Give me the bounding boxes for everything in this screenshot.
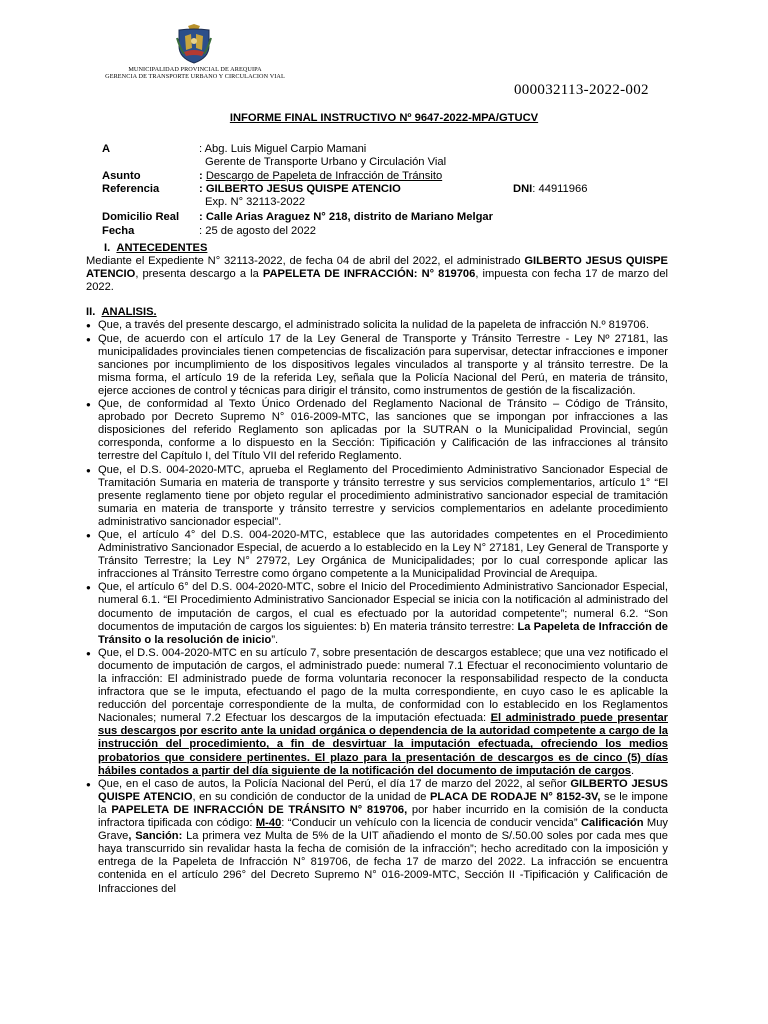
text-run: , en su condición de conductor de la unidad de xyxy=(192,790,430,803)
emphasis-text: La Papeleta de Infracción de Tránsito o la resolución de inicio xyxy=(98,620,668,646)
plate-number: PLACA DE RODAJE N° 8152-3V, xyxy=(429,790,601,803)
text-run: : “Conducir un vehículo con la licencia de conducir vencida” xyxy=(281,817,581,830)
analysis-list xyxy=(86,319,668,895)
section-antecedentes-heading xyxy=(86,242,668,255)
ticket-number: PAPELETA DE INFRACCIÓN DE TRÁNSITO N° 819706, xyxy=(111,803,408,816)
person-name: GILBERTO JESUS QUISPE ATENCIO xyxy=(98,777,668,803)
list-item xyxy=(86,778,668,896)
to-value: : Abg. Luis Miguel Carpio Mamani xyxy=(199,143,367,155)
coat-of-arms-icon xyxy=(176,24,212,64)
to-label: A xyxy=(102,143,111,155)
subject-text: Descargo de Papeleta de Infracción de Tránsito xyxy=(205,170,443,182)
address-value: : Calle Arias Araguez N° 218, distrito de Mariano Melgar xyxy=(199,211,493,223)
emphasis-text: , Sanción: xyxy=(128,830,183,843)
text-run: Que, el D.S. 004-2020-MTC en su artículo 7, sobre presentación de descargos establece; que una vez notificado el documento de imputación de cargos, el administrado puede: numeral 7.1 Efectuar el reconocimiento voluntario de la infracción: El administrado puede de forma voluntaria reconocer la responsabilidad respecto de la conducta infractora que se le imputa, efectuando el pago de la multa correspondiente, en cuyo caso le es aplicable la reducción del porcentaje correspondiente de la multa, de conformidad con lo establecido en los Reglamentos Nacionales; numeral 7.2 Efectuar los descargos de la imputación efectuada: xyxy=(98,646,668,725)
to-position: Gerente de Transporte Urbano y Circulación Vial xyxy=(205,156,447,168)
emphasis-text: El administrado puede presentar sus descargos por escrito ante la unidad orgánica o dependencia de la autoridad competente a cargo de la instrucción del procedimiento, a fin de desvirtuar la imputación efectuada, ofreciendo los medios probatorios que considere pertinentes. El plazo para la presentación de descargos es de cinco (5) días hábiles contados a partir del día siguiente de la notificación del documento de imputación de cargos xyxy=(98,712,669,777)
dni-value: : 44911966 xyxy=(532,183,588,195)
list-item: ● Que, de acuerdo con el artículo 17 de la Ley General de Transporte y Tránsito Terrestre - Ley Nº 27181, las municipalidades provinciales tienen competencias de fiscalización para supervisar, detectar infracciones e imponer sanciones por incumplimiento de los dispositivos legales vinculados al transporte y al tránsito terrestre. De la misma forma, el artículo 19 de la referida Ley, señala que la Policía Nacional del Perú, en materia de tránsito, ejerce acciones de control y técnicas para dirigir el tránsito, como instrumentos de gestión de la fiscalización. xyxy=(86,333,668,398)
subject-colon: : xyxy=(199,170,203,182)
date-value: : 25 de agosto del 2022 xyxy=(199,225,316,237)
date-label: Fecha xyxy=(102,225,135,237)
document-number: 000032113-2022-002 xyxy=(514,82,649,98)
text-run: Mediante el Expediente N° 32113-2022, de fecha 04 de abril del 2022, el administrado xyxy=(86,255,525,268)
emphasis-text: Calificación xyxy=(581,817,644,830)
org-department: GERENCIA DE TRANSPORTE URBANO Y CIRCULACION VIAL xyxy=(105,73,285,80)
subject-label: Asunto xyxy=(102,170,141,182)
section-number: II. xyxy=(86,306,96,319)
section-analisis-heading xyxy=(86,306,668,319)
antecedentes-paragraph xyxy=(86,255,668,294)
text-run: ”. xyxy=(271,633,279,646)
reference-value: : GILBERTO JESUS QUISPE ATENCIO xyxy=(199,183,401,195)
org-name: MUNICIPALIDAD PROVINCIAL DE AREQUIPA xyxy=(128,66,262,73)
subject-value xyxy=(199,170,442,182)
section-number: I. xyxy=(104,242,111,254)
expediente-value: Exp. N° 32113-2022 xyxy=(205,196,306,208)
ticket-number: PAPELETA DE INFRACCIÓN: N° 819706 xyxy=(262,268,476,281)
report-body xyxy=(86,242,668,896)
list-item xyxy=(86,581,668,646)
text-run: Que, en el caso de autos, la Policía Nacional del Perú, el día 17 de marzo del 2022, al señor xyxy=(98,777,571,790)
dni-field xyxy=(513,183,587,195)
reference-label: Referencia xyxy=(102,183,160,195)
list-item: ● Que, el artículo 4° del D.S. 004-2020-MTC, establece que las autoridades competentes en el Procedimiento Administrativo Sancionador Especial, de acuerdo a lo establecido en la Ley N° 27181, Ley General de Transporte y Tránsito Terrestre; la Ley N° 27972, Ley Orgánica de Municipalidades; por lo cual corresponde aplicar las infracciones al Tránsito Terrestre como órgano competente a la Municipalidad Provincial de Arequipa. xyxy=(86,529,668,581)
infraction-code: M-40 xyxy=(255,817,282,830)
list-item: ● Que, el D.S. 004-2020-MTC, aprueba el Reglamento del Procedimiento Administrativo Sancionador Especial de Tramitación Sumaria en materia de transporte y tránsito terrestre y sus servicios complementarios, artículo 1° “El presente reglamento tiene por objeto regular el procedimiento administrativo sancionador especial de tramitación sumaria en materia de transporte y tránsito terrestre y servicios complementarios en adelante procedimiento administrativo sancionador especial”. xyxy=(86,464,668,529)
text-run: . xyxy=(631,764,635,777)
list-item: ● Que, a través del presente descargo, el administrado solicita la nulidad de la papeleta de infracción N.º 819706. xyxy=(86,319,668,332)
text-run: , presenta descargo a la xyxy=(135,268,263,281)
person-name: GILBERTO JESUS QUISPE ATENCIO xyxy=(86,255,668,281)
text-run: La primera vez Multa de 5% de la UIT añadiendo el monto de S/.50.00 soles por cada mes que haya transcurrido sin revalidar hasta la fecha de comisión de la infracción”; hecho acreditado con la imposición y entrega de la Papeleta de Infracción N° 819706, de fecha 17 de marzo del 2022. La infracción se encuentra contenida en el artículo 296° del Decreto Supremo N° 016-2009-MTC, Sección II -Tipificación y Calificación de Infracciones del xyxy=(98,830,668,895)
list-item: ● Que, de conformidad al Texto Único Ordenado del Reglamento Nacional de Tránsito – Código de Tránsito, aprobado por Decreto Supremo N° 016-2009-MTC, las sanciones que se impongan por infracciones a las disposiciones del referido Reglamento son aplicadas por la SUTRAN o la Municipalidad Provincial, según corresponda, conforme a lo dispuesto en la Sección: Tipificación y Calificación de las infracciones al tránsito terrestre del Capítulo I, del Título VII del referido Reglamento. xyxy=(86,398,668,463)
text-run: , impuesta con fecha 17 de marzo del 2022. xyxy=(86,268,668,294)
organization-header xyxy=(100,66,290,80)
address-label: Domicilio Real xyxy=(102,211,180,223)
dni-label: DNI xyxy=(513,183,533,195)
text-run: Que, el artículo 6° del D.S. 004-2020-MTC, sobre el Inicio del Procedimiento Administrativo Sancionador Especial, numeral 6.1. “El Procedimiento Administrativo Sancionador Especial se inicia con la notificación al administrado del documento de imputación de cargos, el cual es efectuado por la autoridad competente”; numeral 6.2. “Son documentos de imputación de cargos los siguientes: b) En materia tránsito terrestre: xyxy=(98,581,668,633)
text-run: Muy Grave xyxy=(98,817,668,843)
report-title: INFORME FINAL INSTRUCTIVO Nº 9647-2022-MPA/GTUCV xyxy=(229,112,539,124)
section-title: ANTECEDENTES xyxy=(116,242,208,254)
text-run: por haber incurrido en la comisión de la conducta infractora tipificada con código: xyxy=(98,803,668,830)
section-title: ANALISIS. xyxy=(101,306,157,319)
list-item xyxy=(86,647,668,778)
text-run: se le impone la xyxy=(98,790,668,816)
